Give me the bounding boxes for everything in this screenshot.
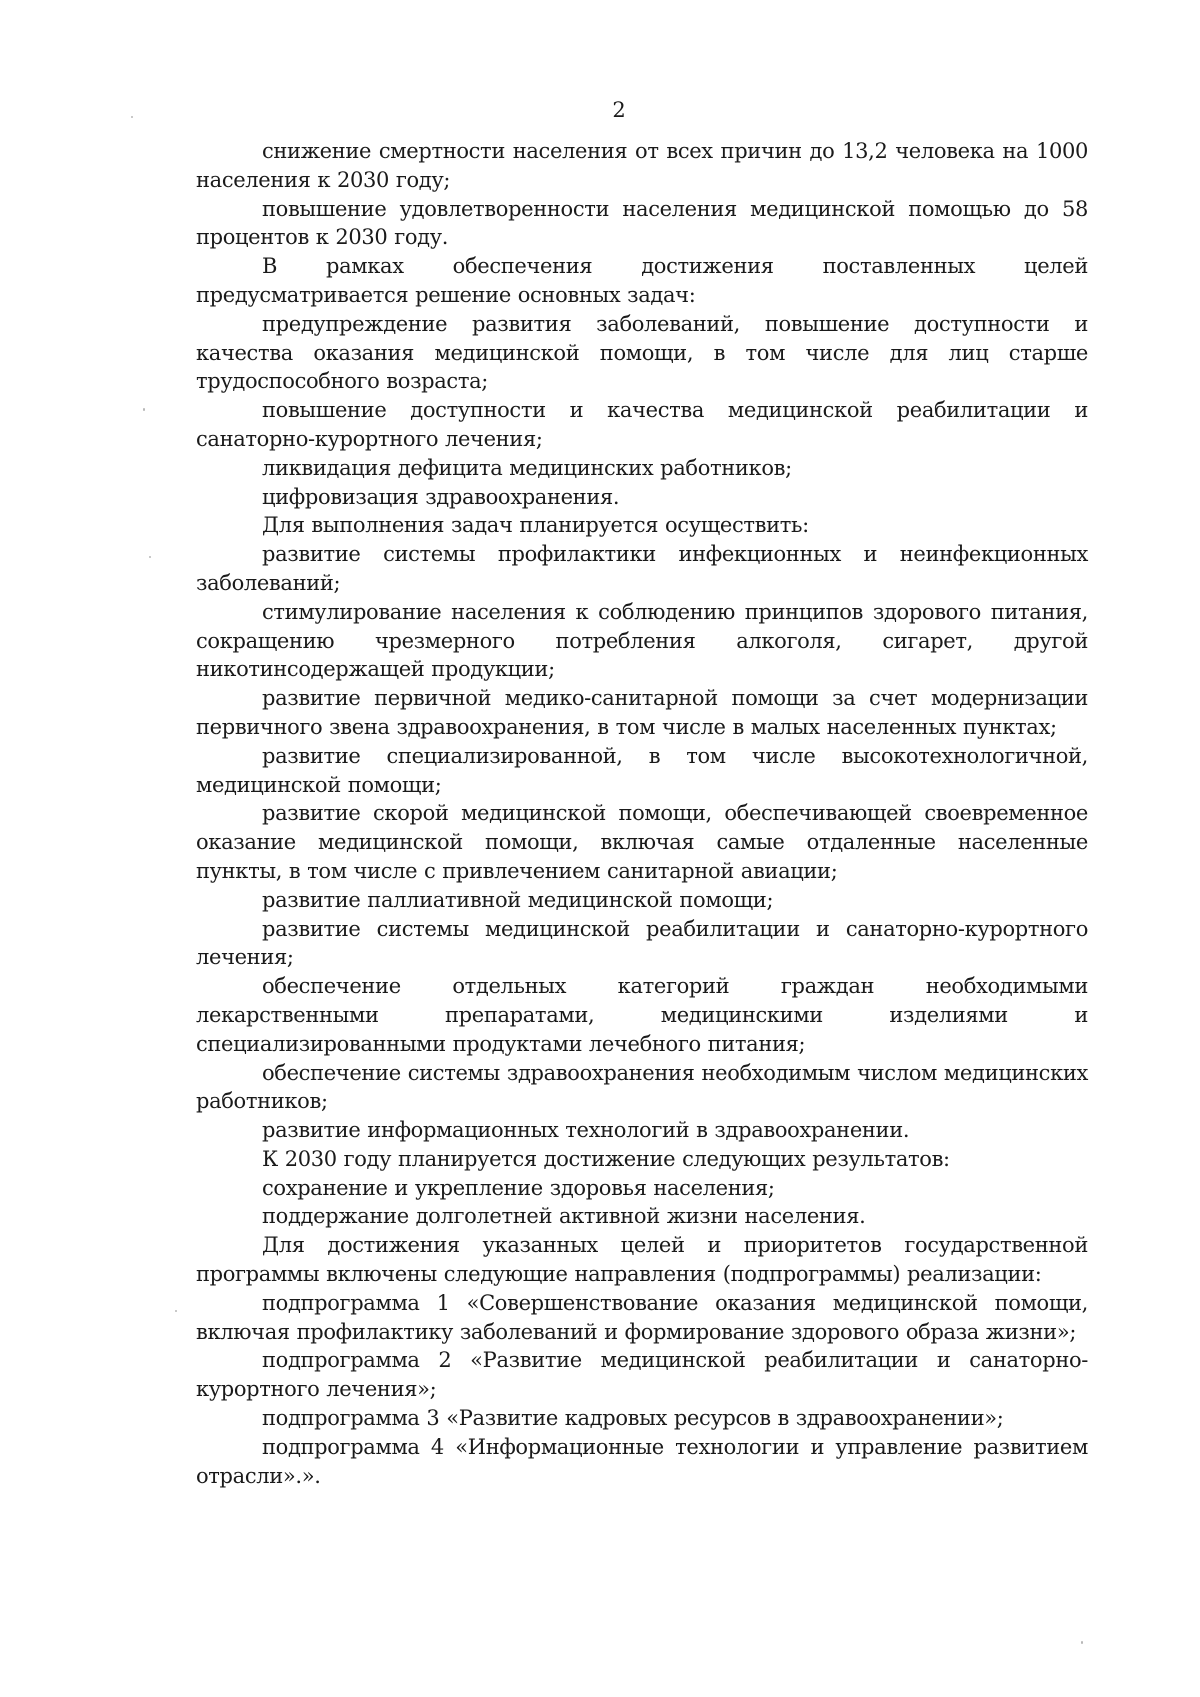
paragraph: поддержание долголетней активной жизни населения. <box>262 1204 866 1229</box>
scan-speck <box>1081 1641 1083 1644</box>
paragraph: повышение доступности и качества медицинской реабилитации и санаторно-курортного лечения; <box>196 398 1088 451</box>
paragraph: подпрограмма 1 «Совершенствование оказания медицинской помощи, включая профилактику заболеваний и формирование здорового образа жизни»; <box>196 1290 1088 1344</box>
paragraph: стимулирование населения к соблюдению принципов здорового питания, сокращению чрезмерного потребления алкоголя, сигарет, другой никотинсодержащей продукции; <box>196 599 1088 682</box>
paragraph: развитие паллиативной медицинской помощи; <box>262 887 774 912</box>
paragraph: снижение смертности населения от всех причин до 13,2 человека на 1000 населения к 2030 году; <box>196 139 1088 192</box>
paragraph: Для выполнения задач планируется осуществить: <box>262 513 809 538</box>
paragraph: развитие скорой медицинской помощи, обеспечивающей своевременное оказание медицинской помощи, включая самые отдаленные населенные пункты, в том числе с привлечением санитарной авиации; <box>196 801 1088 883</box>
scan-speck <box>175 1310 177 1312</box>
paragraph: повышение удовлетворенности населения медицинской помощью до 58 процентов к 2030 году. <box>196 196 1088 250</box>
scan-speck <box>143 408 145 411</box>
paragraph: подпрограмма 4 «Информационные технологии и управление развитием отрасли».». <box>196 1434 1088 1488</box>
page-number: 2 <box>612 98 626 122</box>
paragraph: сохранение и укрепление здоровья населения; <box>262 1175 775 1200</box>
paragraph: цифровизация здравоохранения. <box>262 484 620 509</box>
scan-speck <box>149 556 151 558</box>
paragraph: подпрограмма 3 «Развитие кадровых ресурсов в здравоохранении»; <box>262 1406 1004 1431</box>
paragraph: развитие первичной медико-санитарной помощи за счет модернизации первичного звена здравоохранения, в том числе в малых населенных пунктах; <box>196 686 1088 739</box>
scan-speck <box>131 116 133 118</box>
paragraph: обеспечение системы здравоохранения необходимым числом медицинских работников; <box>196 1060 1088 1114</box>
paragraph: К 2030 году планируется достижение следующих результатов: <box>262 1146 950 1171</box>
paragraph: подпрограмма 2 «Развитие медицинской реабилитации и санаторно-курортного лечения»; <box>196 1348 1088 1402</box>
paragraph: обеспечение отдельных категорий граждан необходимыми лекарственными препаратами, медицинскими изделиями и специализированными продуктами лечебного питания; <box>196 974 1088 1056</box>
document-body <box>196 137 1088 1490</box>
paragraph: развитие информационных технологий в здравоохранении. <box>262 1118 910 1143</box>
paragraph: ликвидация дефицита медицинских работников; <box>262 455 792 480</box>
paragraph: предупреждение развития заболеваний, повышение доступности и качества оказания медицинской помощи, в том числе для лиц старше трудоспособного возраста; <box>196 311 1088 394</box>
paragraph: Для достижения указанных целей и приоритетов государственной программы включены следующие направления (подпрограммы) реализации: <box>196 1233 1088 1287</box>
paragraph: В рамках обеспечения достижения поставленных целей предусматривается решение основных задач: <box>196 254 1088 307</box>
paragraph: развитие специализированной, в том числе высокотехнологичной, медицинской помощи; <box>196 743 1088 797</box>
paragraph: развитие системы медицинской реабилитации и санаторно-курортного лечения; <box>196 916 1088 970</box>
paragraph: развитие системы профилактики инфекционных и неинфекционных заболеваний; <box>196 542 1088 595</box>
